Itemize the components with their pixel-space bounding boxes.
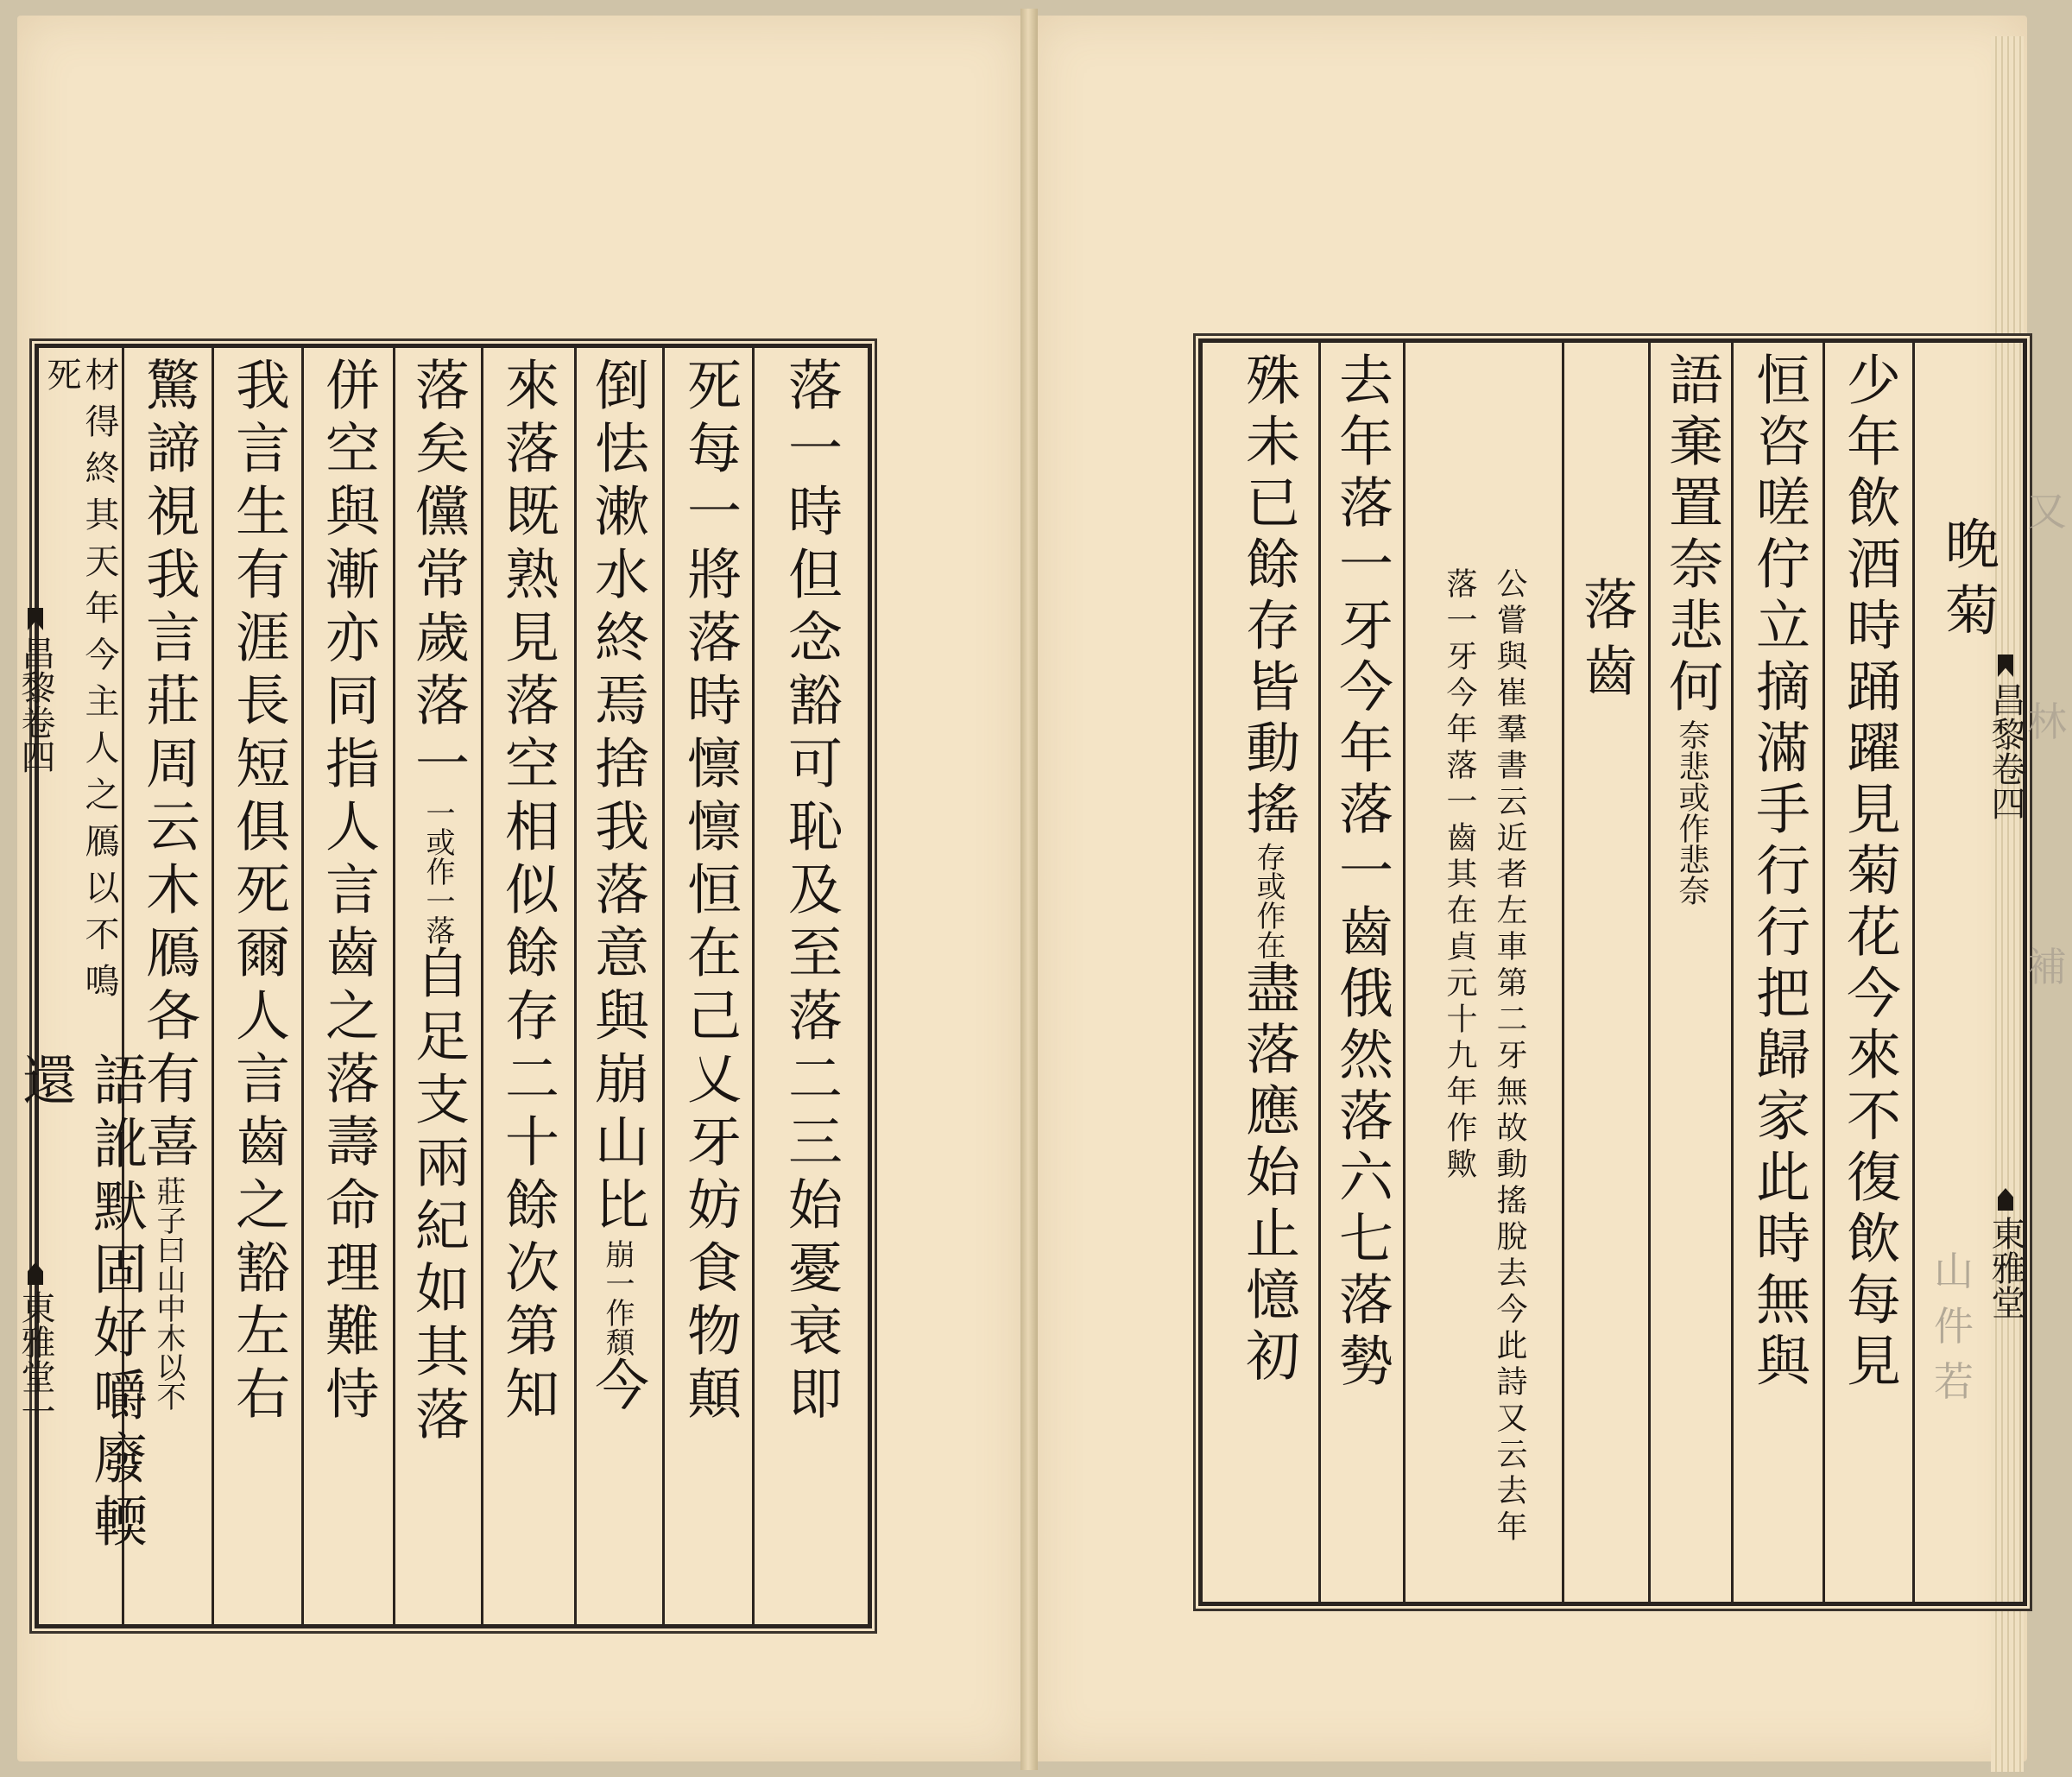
text-column: 倒怯漱水終焉捨我落意與崩山比 崩一作頹 今 xyxy=(586,357,649,1411)
left-fish-tail: 昌黎卷四 東雅堂 一 xyxy=(21,344,50,1620)
right-fish-tail: 昌黎卷四 東雅堂 xyxy=(1991,338,2020,1615)
left-text-frame xyxy=(14,344,872,1628)
text-column: 驚諦視我言莊周云木鴈各有喜 莊子曰山中木以不 xyxy=(137,357,200,1411)
text-column: 死每一將落時懔懔恒在己乂牙妨食物顛 xyxy=(679,357,742,1428)
text-column: 恒咨嗟佇立摘滿手行行把歸家此時無與 xyxy=(1747,351,1810,1394)
text-column: 少年飲酒時踊躍見菊花今來不復飲每見 xyxy=(1838,351,1901,1394)
right-text-frame xyxy=(1198,338,2027,1606)
bleed-through-text: 山 件 若 xyxy=(1934,1248,1974,1405)
text-column: 語棄置奈悲何 奈悲或作悲奈 xyxy=(1660,351,1723,906)
bleed-through-text: 又 林 補 xyxy=(2027,488,2067,990)
text-column: 併空與漸亦同指人言齒之落壽命理難恃 xyxy=(317,357,380,1428)
text-column: 材得終其天年今主人之鴈以不鳴死 語訛默固好嚼廢輭還 xyxy=(14,357,148,1557)
text-column: 來落既熟見落空相似餘存二十餘次第知 xyxy=(496,357,559,1428)
poem-title: 晚菊 xyxy=(1936,515,1999,648)
text-column: 去年落一牙今年落一齒俄然落六七落勢 xyxy=(1330,351,1393,1394)
text-column: 我言生有涯長短俱死爾人言齒之豁左右 xyxy=(227,357,290,1428)
book-gutter xyxy=(1020,9,1038,1770)
text-column: 落矣儻常歲落一 一或作一落 自足支兩紀如其落 xyxy=(407,357,470,1449)
poem-title: 落齒 xyxy=(1575,576,1638,709)
commentary-note: 公嘗與崔羣書云近者左車第二牙無故動搖脫去今此詩又云去年落一牙今年落一齒其在貞元十九年作歟 xyxy=(1442,567,1527,1546)
text-column: 殊未已餘存皆動搖 存或作在 盡落應始止憶初 xyxy=(1237,351,1300,1388)
text-column: 落一時但念豁可恥及至落二三始憂衰即 xyxy=(780,357,843,1428)
